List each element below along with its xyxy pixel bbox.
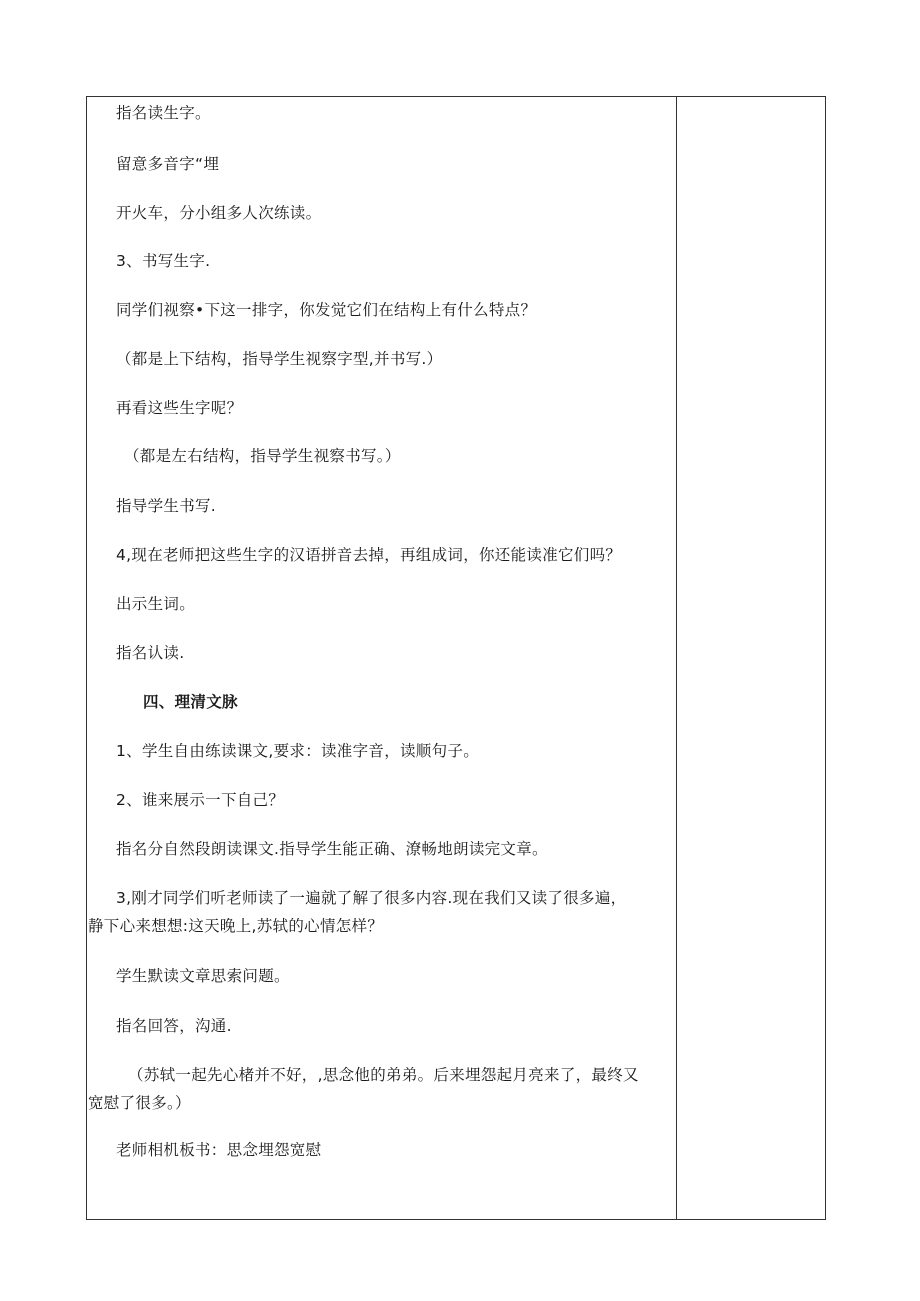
text-line: 指名分自然段朗读课文.指导学生能正确、潦畅地朗读完文章。 [116, 840, 548, 858]
text-line: 静下心来想想:这天晚上,苏轼的心情怎样？ [88, 917, 384, 935]
text-line: 指名认读. [116, 644, 185, 662]
text-line: 开火车，分小组多人次练读。 [116, 204, 322, 222]
text-line: （都是上下结构，指导学生视察字型,并书写.） [116, 350, 443, 368]
text-line: 老师相机板书：思念埋怨宽慰 [116, 1141, 322, 1159]
text-line: （苏轼一起先心楮并不好，,思念他的弟弟。后来埋怨起月亮来了，最终又 [128, 1066, 639, 1084]
text-line: 再看这些生字呢？ [116, 399, 243, 417]
section-heading: 四、理清文脉 [143, 693, 238, 711]
text-line: 4,现在老师把这些生字的汉语拼音去掉，再组成词，你还能读准它们吗？ [116, 546, 622, 564]
text-line: 指导学生书写. [116, 497, 217, 515]
text-line: 2、谁来展示一下自己？ [116, 791, 285, 809]
text-line: 留意多音字“埋 [116, 155, 220, 173]
text-line: 3、书写生字. [116, 252, 211, 270]
text-line: （都是左右结构，指导学生视察书写。） [124, 447, 401, 465]
text-line: 学生默读文章思索问题。 [116, 967, 290, 985]
text-line: 指名读生字。 [116, 104, 211, 122]
text-line: 3,刚才同学们听老师读了一遍就了解了很多内容.现在我们又读了很多遍， [116, 889, 627, 907]
text-line: 出示生词。 [116, 595, 196, 613]
table-column-divider [676, 96, 677, 1220]
text-line: 1、学生自由练读课文,要求：读准字音，读顺句子。 [116, 742, 479, 760]
text-line: 同学们视察•下这一排字，你发觉它们在结构上有什么特点？ [116, 301, 537, 319]
text-line: 指名回答，沟通. [116, 1017, 232, 1035]
text-line: 宽慰了很多。） [88, 1094, 191, 1112]
